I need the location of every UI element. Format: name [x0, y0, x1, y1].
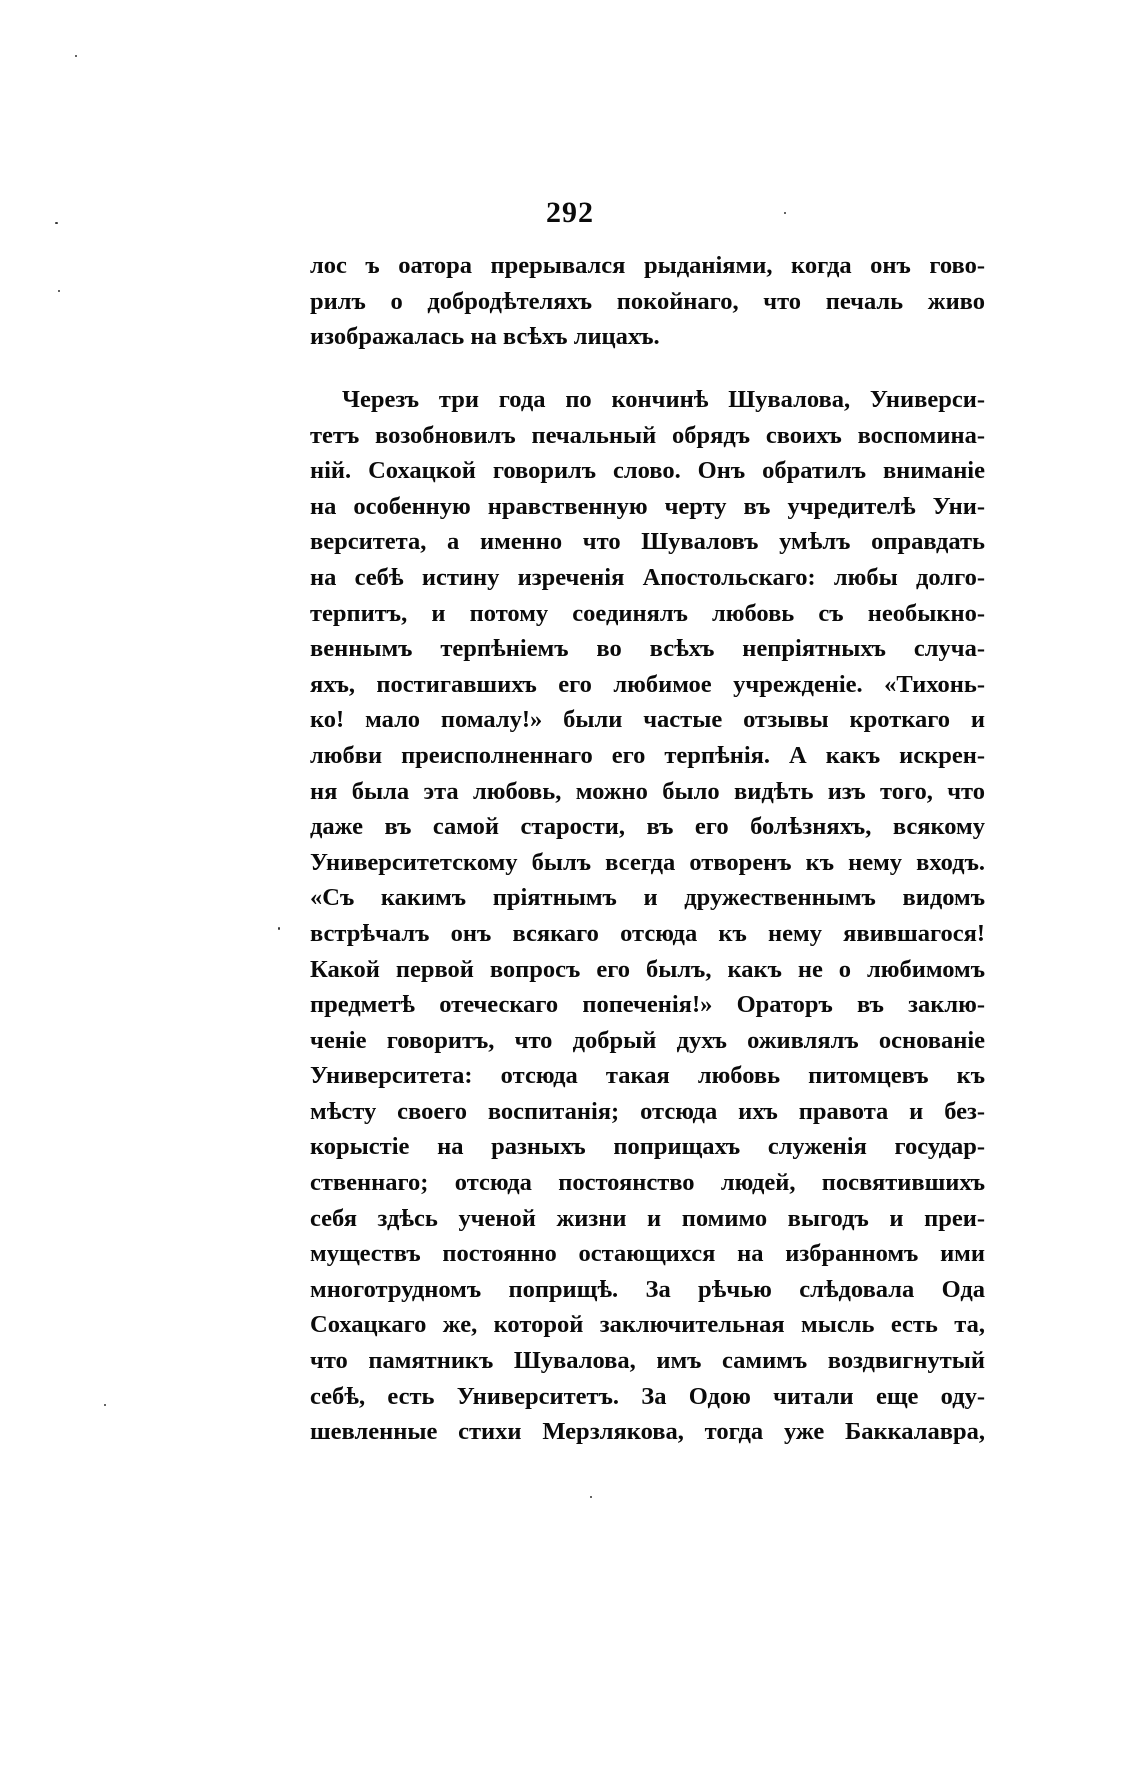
text-line: даже въ самой старости, въ его болѣзняхъ, всякому — [310, 813, 985, 841]
text-line: лос ъ оатора прерывался рыданіями, когда онъ гово- — [310, 252, 985, 279]
page-number: 292 — [546, 196, 594, 229]
text-line: яхъ, постигавшихъ его любимое учрежденіе. «Тихонь- — [310, 670, 985, 698]
text-line: Университета: отсюда такая любовь питомцевъ къ — [310, 1062, 985, 1090]
scan-speck — [278, 927, 280, 930]
text-line: ко! мало помалу!» были частые отзывы кроткаго и — [310, 706, 985, 734]
text-line: ня была эта любовь, можно было видѣть изъ того, что — [310, 777, 985, 805]
text-line: многотрудномъ поприщѣ. За рѣчью слѣдовала Ода — [310, 1275, 985, 1303]
text-line: любви преисполненнаго его терпѣнія. А какъ искрен- — [310, 741, 985, 769]
text-line: на себѣ истину изреченія Апостольскаго: любы долго- — [310, 563, 985, 591]
scan-speck — [75, 55, 77, 57]
text-line: тетъ возобновилъ печальный обрядъ своихъ воспомина- — [310, 421, 985, 449]
text-line: Черезъ три года по кончинѣ Шувалова, Универси- — [342, 386, 985, 413]
text-line: муществъ постоянно остающихся на избранномъ ими — [310, 1240, 985, 1268]
text-line: что памятникъ Шувалова, имъ самимъ воздвигнутый — [310, 1347, 985, 1375]
scan-speck — [590, 1496, 592, 1498]
paragraph-main — [310, 382, 985, 1450]
scan-speck — [55, 222, 58, 224]
text-line: терпитъ, и потому соединялъ любовь съ необыкно- — [310, 599, 985, 627]
text-line: себѣ, есть Университетъ. За Одою читали еще оду- — [310, 1382, 985, 1410]
text-line: Университетскому былъ всегда отворенъ къ нему входъ. — [310, 848, 985, 876]
text-line: встрѣчалъ онъ всякаго отсюда къ нему явившагося! — [310, 919, 985, 947]
text-line: рилъ о добродѣтеляхъ покойнаго, что печаль живо — [310, 287, 985, 315]
text-line: «Съ какимъ пріятнымъ и дружественнымъ видомъ — [310, 884, 985, 912]
scan-speck — [104, 1404, 106, 1406]
text-line: ственнаго; отсюда постоянство людей, посвятившихъ — [310, 1169, 985, 1197]
scan-speck — [784, 212, 786, 214]
text-line: Сохацкаго же, которой заключительная мысль есть та, — [310, 1311, 985, 1339]
text-line: на особенную нравственную черту въ учредителѣ Уни- — [310, 492, 985, 520]
text-line: корыстіе на разныхъ поприщахъ служенія государ- — [310, 1133, 985, 1161]
paragraph-continuation — [310, 248, 985, 355]
text-line: ченіе говоритъ, что добрый духъ оживлялъ основаніе — [310, 1026, 985, 1054]
text-line: предметѣ отеческаго попеченія!» Ораторъ въ заклю- — [310, 991, 985, 1019]
text-line: верситета, а именно что Шуваловъ умѣлъ оправдать — [310, 528, 985, 556]
text-line: Какой первой вопросъ его былъ, какъ не о любимомъ — [310, 955, 985, 983]
text-line: мѣсту своего воспитанія; отсюда ихъ правота и без- — [310, 1097, 985, 1125]
text-line: изображалась на всѣхъ лицахъ. — [310, 323, 660, 351]
text-line: шевленные стихи Мерзлякова, тогда уже Баккалавра, — [310, 1418, 985, 1446]
text-line: ній. Сохацкой говорилъ слово. Онъ обратилъ вниманіе — [310, 457, 985, 485]
text-line: веннымъ терпѣніемъ во всѣхъ непріятныхъ случа- — [310, 635, 985, 663]
text-line: себя здѣсь ученой жизни и помимо выгодъ и преи- — [310, 1204, 985, 1232]
scan-speck — [58, 290, 60, 292]
